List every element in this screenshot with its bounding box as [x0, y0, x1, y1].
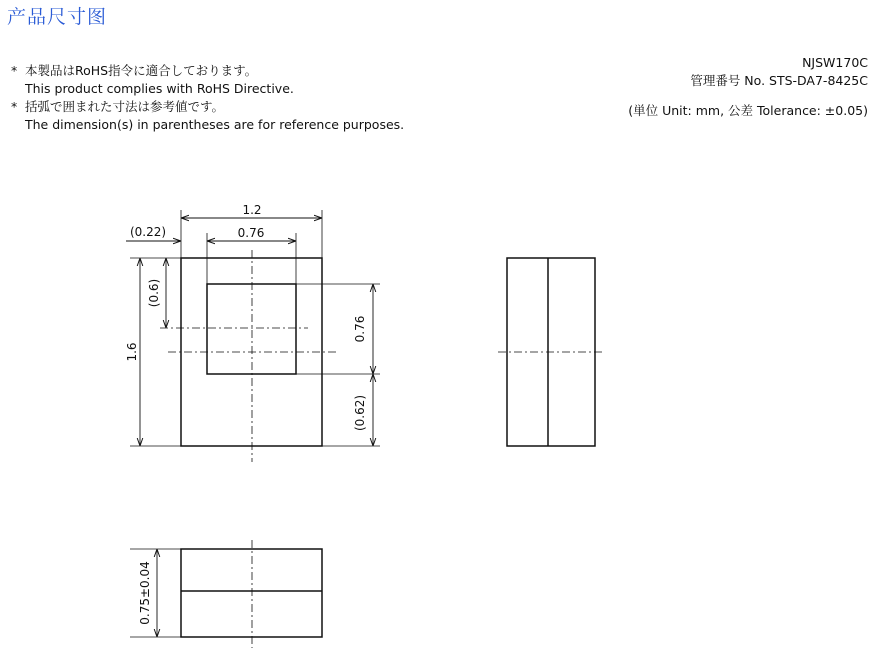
- bottom-view-body: [181, 549, 322, 637]
- dim-pad-width-label: 0.76: [237, 226, 265, 240]
- units-tolerance: (単位 Unit: mm, 公差 Tolerance: ±0.05): [628, 103, 868, 118]
- dim-height-label: 1.6: [125, 342, 139, 362]
- dim-offset-left-label: (0.22): [129, 225, 167, 239]
- note-line: The dimension(s) in parentheses are for reference purposes.: [25, 117, 405, 132]
- note-line: This product complies with RoHS Directive.: [25, 81, 294, 96]
- dim-width-label: 1.2: [242, 203, 262, 217]
- control-number: 管理番号 No. STS-DA7-8425C: [690, 73, 868, 88]
- dim-pad-height-label: 0.76: [353, 315, 367, 343]
- top-view-pad: [207, 284, 296, 374]
- page-title: 产品尺寸图: [7, 6, 108, 28]
- center-lines: [160, 250, 605, 648]
- dim-pad-top-label: (0.6): [147, 278, 161, 308]
- dim-pad-bottom-label: (0.62): [353, 394, 367, 432]
- note-line: * 括弧で囲まれた寸法は参考値です。: [11, 99, 225, 114]
- dimension-lines: [126, 218, 373, 637]
- dim-thickness-label: 0.75±0.04: [138, 561, 152, 625]
- part-number: NJSW170C: [802, 55, 868, 70]
- note-line: * 本製品はRoHS指令に適合しております。: [11, 63, 258, 78]
- extension-lines: [130, 210, 380, 637]
